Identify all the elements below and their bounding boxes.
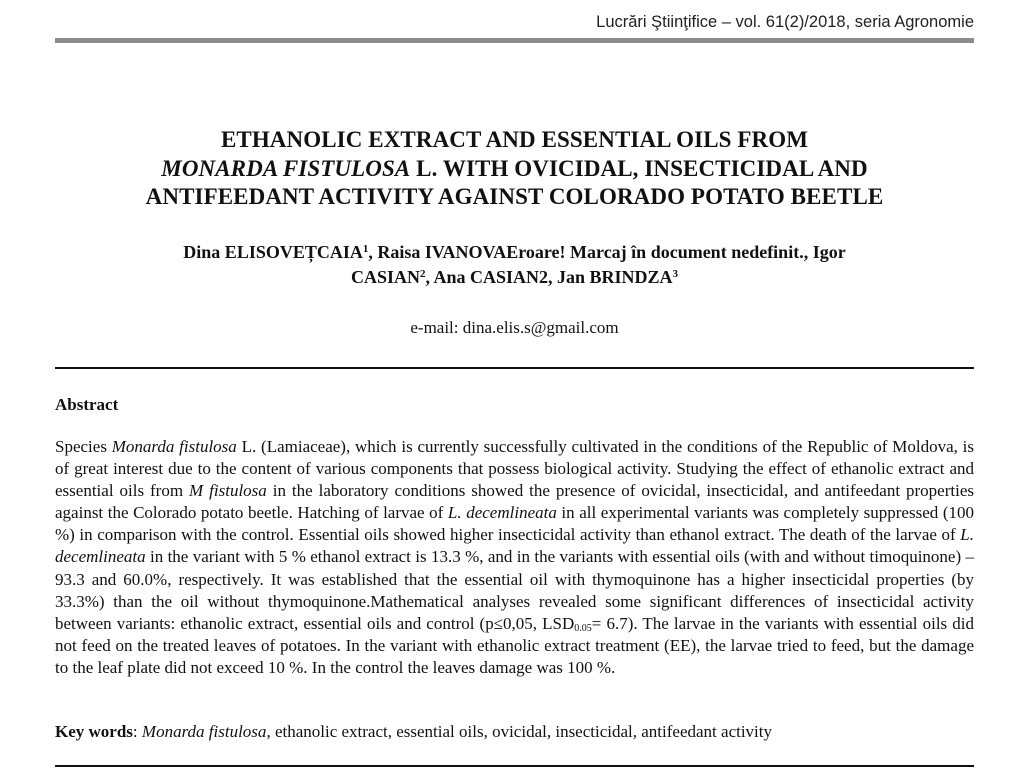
author-1: Dina ELISOVEȚCAIA: [183, 242, 363, 262]
abstract-species: Monarda fistulosa: [111, 437, 237, 456]
paper-title: [55, 126, 974, 212]
contact-email: e-mail: dina.elis.s@gmail.com: [410, 318, 619, 337]
abstract-text: L. (Lamiaceae), which is currently successfully cultivated in the conditions of the Republic of Moldova, is of great interest due to the content of various components that possess biological activity. Studying the effect of ethanolic extract and essential oils from: [55, 437, 974, 501]
author-4-5: , Ana CASIAN2, Jan BRINDZA: [425, 267, 673, 287]
abstract-species: L. decemlineata: [55, 525, 974, 567]
keywords: [55, 722, 974, 742]
abstract-text: in the laboratory conditions showed the presence of ovicidal, insecticidal, and antifeedant properties against the Colorado potato beetle. Hatching of larvae of: [55, 481, 974, 523]
lsd-subscript: 0.05: [574, 622, 592, 634]
abstract-heading: Abstract: [55, 395, 119, 414]
abstract-text: = 6.7). The larvae in the variants with essential oils did not feed on the treated leaves of potatoes. In the variant with ethanolic extract treatment (EE), the larvae tried to feed, but the damage to the leaf plate did not exceed 10 %. In the control the leaves damage was 100 %.: [55, 613, 974, 677]
title-line-2-rest: L. WITH OVICIDAL, INSECTICIDAL AND: [410, 155, 868, 181]
abstract-species: M fistulosa: [189, 481, 267, 501]
affiliation-mark: 3: [672, 268, 679, 280]
title-species: MONARDA FISTULOSA: [161, 155, 411, 181]
title-line-2: [55, 155, 974, 184]
keywords-separator: :: [132, 722, 142, 741]
author-2: , Raisa IVANOVAEroare! Marcaj în document nedefinit., Igor: [368, 242, 846, 262]
abstract-species: L. decemlineata: [447, 503, 557, 523]
keywords-list: , ethanolic extract, essential oils, ovicidal, insecticidal, antifeedant activity: [266, 722, 773, 741]
author-3: CASIAN: [350, 267, 420, 287]
abstract-text: in all experimental variants was completely suppressed (100 %) in comparison with the control. Essential oils showed higher insecticidal activity than ethanol extract. The death of the larvae of: [55, 503, 974, 545]
keywords-species: Monarda fistulosa: [141, 722, 267, 741]
title-line-3: ANTIFEEDANT ACTIVITY AGAINST COLORADO POTATO BEETLE: [145, 184, 884, 209]
header-rule: [55, 38, 974, 43]
abstract-top-rule: [55, 367, 974, 369]
abstract-body: [55, 436, 974, 679]
journal-header: Lucrări Ştiinţifice – vol. 61(2)/2018, seria Agronomie: [596, 13, 974, 31]
affiliation-mark: 2: [419, 268, 426, 280]
title-line-1: ETHANOLIC EXTRACT AND ESSENTIAL OILS FROM: [220, 127, 809, 152]
affiliation-mark: 1: [362, 243, 369, 255]
author-list: [55, 240, 974, 290]
abstract-bottom-rule: [55, 765, 974, 767]
abstract-text: Species: [55, 437, 112, 456]
abstract-text: in the variant with 5 % ethanol extract is 13.3 %, and in the variants with essential oils (with and without timoquinone) – 93.3 and 60.0%, respectively. It was established that the essential oil with thymoquinone has a higher insecticidal properties (by 33.3%) than the oil without thymoquinone.Mathematical analyses revealed some significant differences of insecticidal activity between variants: ethanolic extract, essential oils and control (p≤0,05, LSD: [55, 547, 974, 633]
keywords-label: Key words: [55, 722, 133, 741]
